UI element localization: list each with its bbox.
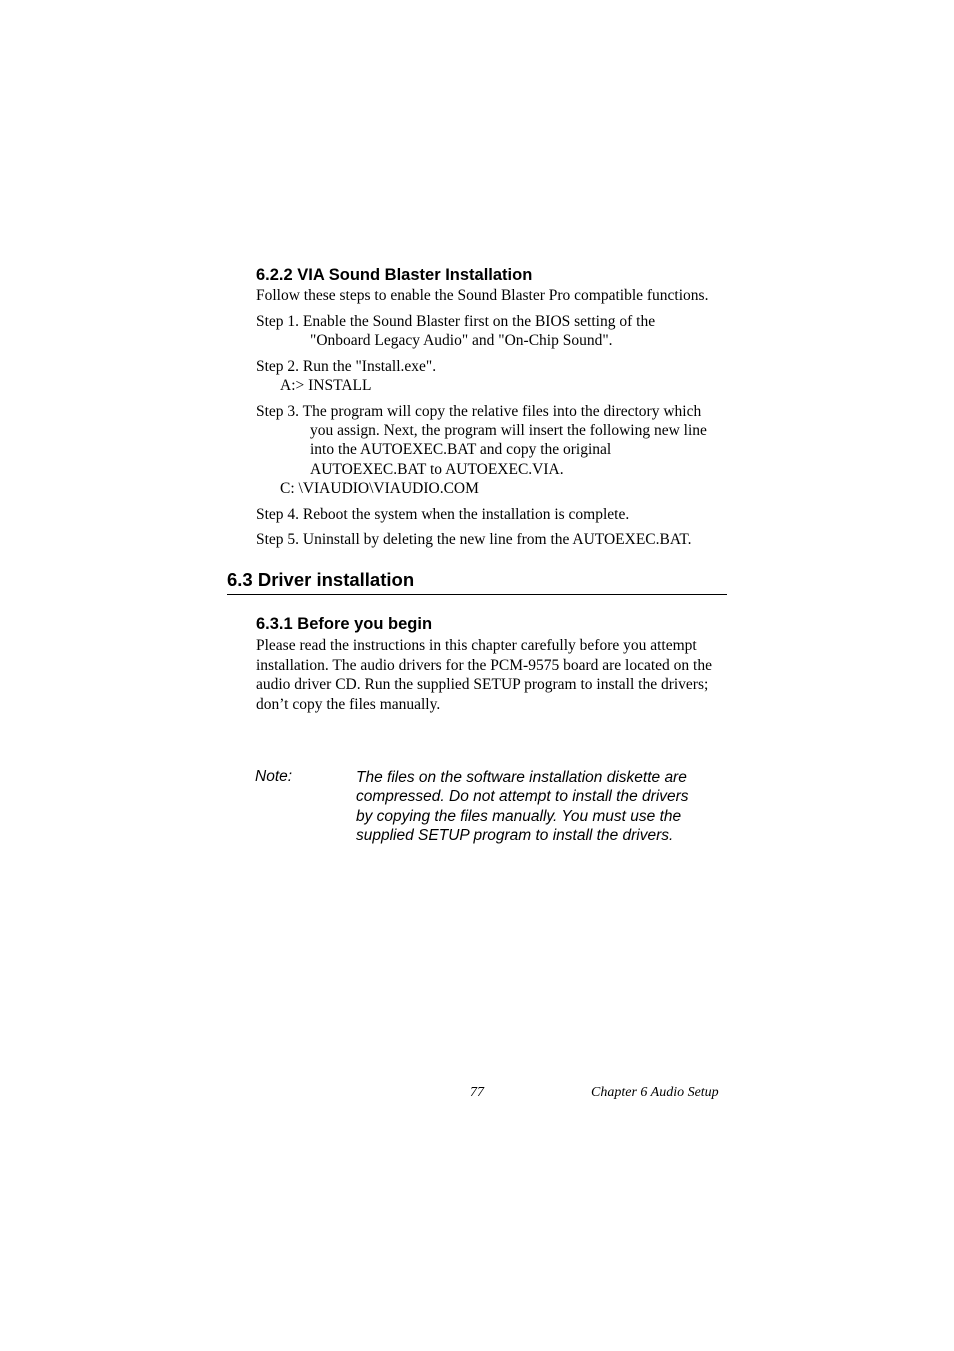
step-3-line-1: Step 3. The program will copy the relative files into the directory which [256, 403, 702, 420]
step-1-line-1: Step 1. Enable the Sound Blaster first on the BIOS setting of the [256, 313, 656, 330]
section-631-body: Please read the instructions in this chapter carefully before you attempt installation. The audio drivers for the PCM-9575 board are located on the audio driver CD. Run the supplied SETUP program to install the drivers; don’t copy the files manually. [256, 637, 712, 713]
step-3-command: C: \VIAUDIO\VIAUDIO.COM [280, 480, 479, 497]
chapter-title: Chapter 6 Audio Setup [591, 1085, 719, 1100]
step-2-command: A:> INSTALL [280, 377, 372, 394]
step-3-line-3: into the AUTOEXEC.BAT and copy the original [310, 441, 612, 458]
section-divider [227, 594, 727, 595]
step-4: Step 4. Reboot the system when the installation is complete. [256, 506, 630, 523]
step-2-line-1: Step 2. Run the "Install.exe". [256, 358, 437, 375]
step-3-line-2: you assign. Next, the program will insert the following new line [310, 422, 707, 439]
section-intro: Follow these steps to enable the Sound Blaster Pro compatible functions. [256, 287, 709, 304]
page-number: 77 [470, 1085, 484, 1100]
note-label: Note: [255, 768, 293, 785]
section-heading-6-2-2: 6.2.2 VIA Sound Blaster Installation [256, 266, 533, 284]
step-1-line-2: "Onboard Legacy Audio" and "On-Chip Sound". [310, 332, 613, 349]
section-heading-6-3: 6.3 Driver installation [227, 569, 415, 590]
step-3-line-4: AUTOEXEC.BAT to AUTOEXEC.VIA. [310, 461, 564, 478]
note-text: The files on the software installation diskette are compressed. Do not attempt to install the drivers by copying the files manually. You must use the supplied SETUP program to install the drivers. [356, 769, 689, 844]
section-heading-6-3-1: 6.3.1 Before you begin [256, 615, 433, 633]
step-5: Step 5. Uninstall by deleting the new line from the AUTOEXEC.BAT. [256, 531, 692, 548]
